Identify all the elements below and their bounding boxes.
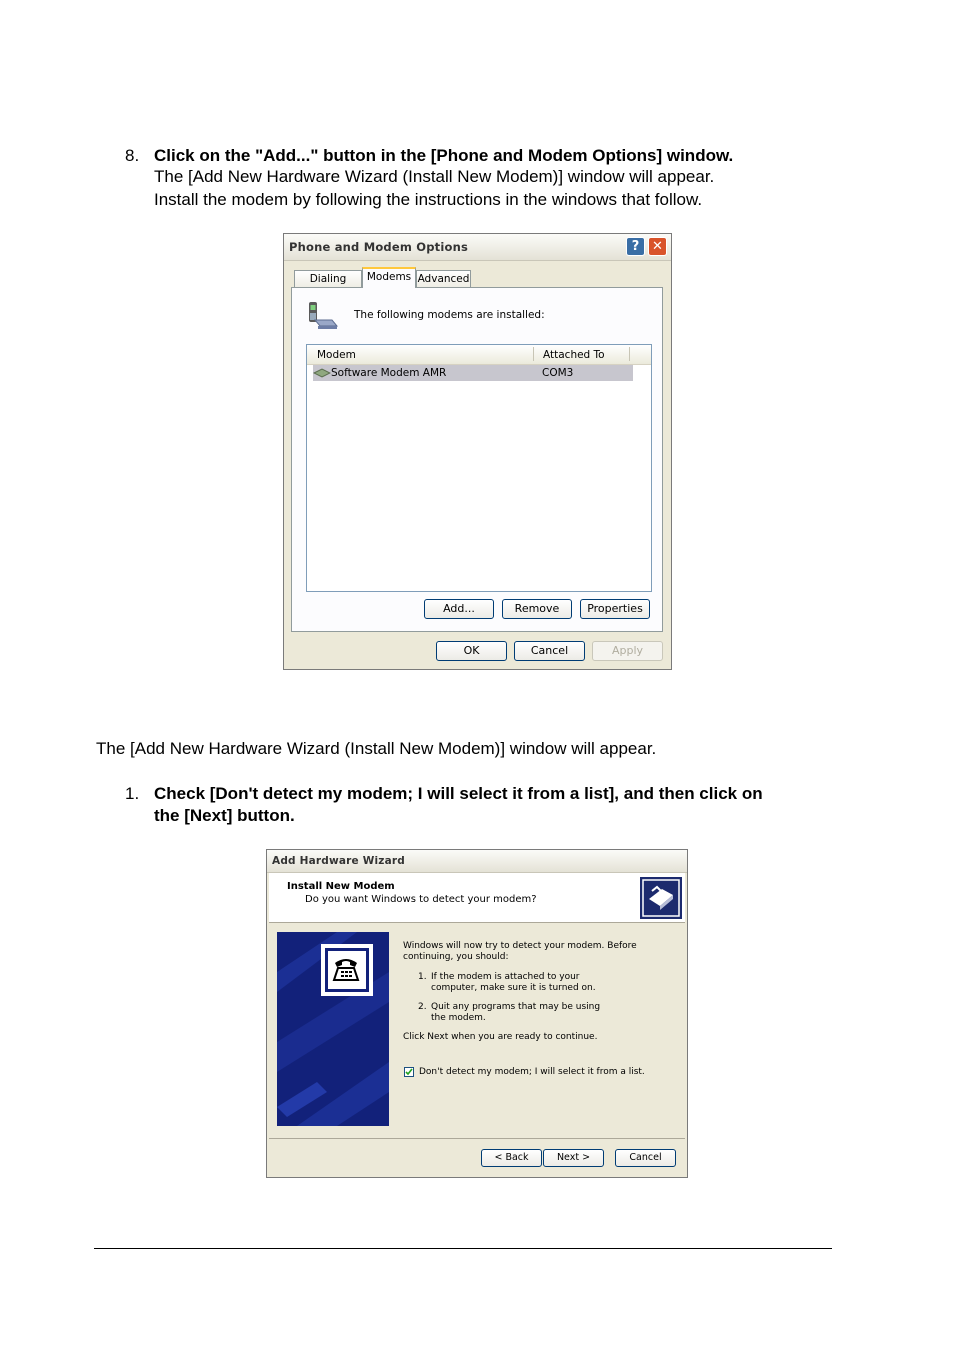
tab-modems[interactable]: Modems — [362, 267, 416, 288]
modem-list[interactable] — [306, 344, 652, 592]
cancel-button[interactable]: Cancel — [615, 1149, 676, 1167]
modem-phone-icon — [306, 298, 340, 332]
properties-button[interactable]: Properties — [580, 599, 650, 619]
checkmark-icon — [405, 1068, 413, 1076]
intro-line-2: continuing, you should: — [403, 952, 509, 962]
modem-name: Software Modem AMR — [331, 367, 447, 379]
footer-divider — [269, 1138, 685, 1139]
window-title: Add Hardware Wizard — [272, 855, 405, 867]
step-8-line-2: Install the modem by following the instructions in the windows that follow. — [154, 190, 703, 209]
window-title: Phone and Modem Options — [289, 240, 469, 254]
step-1-number: 1. — [125, 784, 140, 803]
modems-tab-page — [291, 287, 663, 632]
wizard-header — [269, 873, 685, 923]
remove-button[interactable]: Remove — [502, 599, 572, 619]
dont-detect-checkbox[interactable] — [404, 1067, 414, 1077]
add-hardware-wizard-window — [266, 849, 688, 1178]
title-bar — [284, 234, 671, 261]
modem-port: COM3 — [542, 367, 574, 379]
close-icon[interactable]: ✕ — [648, 237, 667, 256]
item-1-line-1: If the modem is attached to your — [431, 972, 580, 982]
column-divider-end — [629, 347, 630, 361]
step-8-line-1: The [Add New Hardware Wizard (Install New Modem)] window will appear. — [154, 167, 715, 186]
ok-button[interactable]: OK — [436, 641, 507, 661]
back-button[interactable]: < Back — [481, 1149, 542, 1167]
modem-device-icon — [313, 368, 331, 378]
column-modem[interactable]: Modem — [317, 349, 356, 361]
dont-detect-label[interactable]: Don't detect my modem; I will select it from a list. — [419, 1067, 645, 1077]
column-attached-to[interactable]: Attached To — [543, 349, 605, 361]
item-2-line-1: Quit any programs that may be using — [431, 1002, 601, 1012]
telephone-icon — [331, 953, 361, 983]
next-button[interactable]: Next > — [543, 1149, 604, 1167]
column-divider — [533, 347, 534, 361]
continue-text: Click Next when you are ready to continue. — [403, 1032, 598, 1042]
cancel-button[interactable]: Cancel — [514, 641, 585, 661]
item-1-line-2: computer, make sure it is turned on. — [431, 983, 596, 993]
header-title: Install New Modem — [287, 881, 395, 892]
intro-line-1: Windows will now try to detect your modem. Before — [403, 941, 637, 951]
tab-advanced[interactable]: Advanced — [416, 270, 471, 288]
list-header — [307, 345, 651, 365]
installed-modems-label: The following modems are installed: — [354, 309, 545, 321]
step-1-heading-line-1: Check [Don't detect my modem; I will select it from a list], and then click on — [154, 784, 763, 803]
title-bar — [267, 850, 687, 873]
step-1-heading-line-2: the [Next] button. — [154, 806, 295, 825]
item-2-number: 2. — [418, 1002, 427, 1012]
tab-dialing-rules[interactable]: Dialing — [294, 270, 362, 288]
header-subtitle: Do you want Windows to detect your modem? — [305, 894, 537, 905]
item-2-line-2: the modem. — [431, 1013, 486, 1023]
list-item[interactable] — [313, 365, 633, 381]
apply-button[interactable]: Apply — [592, 641, 663, 661]
step-8-number: 8. — [125, 146, 140, 165]
help-icon[interactable]: ? — [626, 237, 645, 256]
add-button[interactable]: Add... — [424, 599, 494, 619]
wizard-appear-text: The [Add New Hardware Wizard (Install New Modem)] window will appear. — [96, 739, 657, 758]
item-1-number: 1. — [418, 972, 427, 982]
instruction-item-2 — [431, 1002, 600, 1024]
wizard-instructions — [403, 941, 637, 963]
step-8-heading: Click on the "Add..." button in the [Phone and Modem Options] window. — [154, 146, 734, 165]
phone-modem-options-window — [283, 233, 672, 670]
instruction-item-1 — [431, 972, 596, 994]
page-footer-rule — [94, 1248, 832, 1249]
hardware-wizard-icon — [640, 877, 682, 919]
